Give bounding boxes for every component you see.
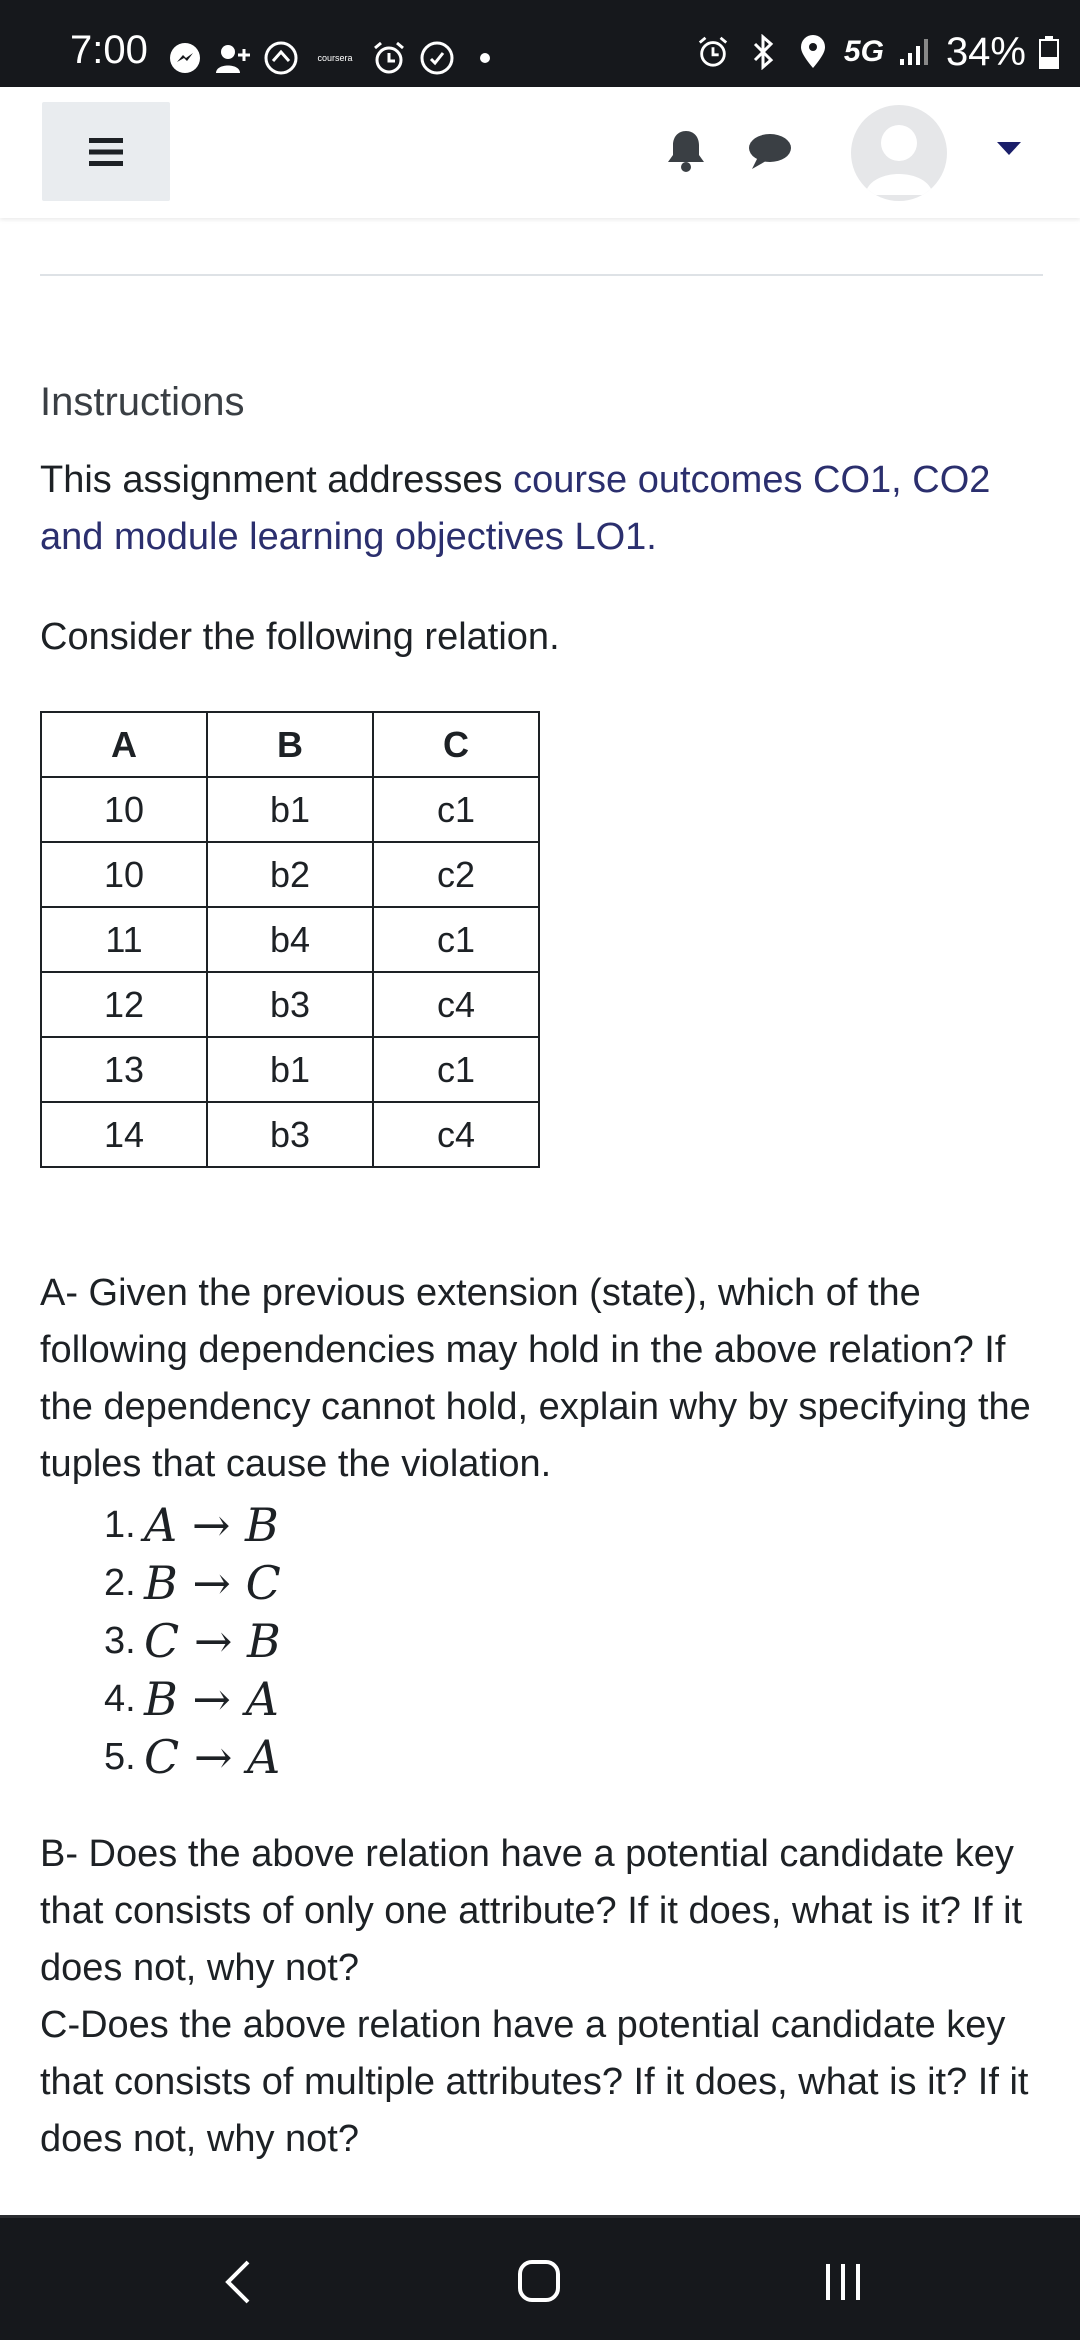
table-cell: b3 bbox=[207, 972, 373, 1037]
questions-bc bbox=[40, 1826, 1050, 2168]
table-cell: c1 bbox=[373, 1037, 539, 1102]
bell-icon[interactable] bbox=[664, 127, 708, 173]
home-button[interactable] bbox=[516, 2258, 562, 2304]
system-navigation-bar bbox=[0, 2215, 1080, 2340]
recent-apps-button[interactable] bbox=[822, 2260, 864, 2302]
table-cell: 14 bbox=[41, 1102, 207, 1167]
item-number: 4. bbox=[104, 1678, 136, 1720]
question-a: A- Given the previous extension (state), which of the following dependencies may hold in the above relation? If the dependency cannot hold, explain why by specifying the tuples that cause the violation. bbox=[40, 1272, 1031, 1485]
header-cell: C bbox=[373, 712, 539, 777]
table-row bbox=[41, 907, 539, 972]
intro-text: This assignment addresses bbox=[40, 459, 514, 501]
clock-icon bbox=[418, 39, 456, 77]
table-row bbox=[41, 972, 539, 1037]
table-cell: b2 bbox=[207, 842, 373, 907]
table-row bbox=[41, 1037, 539, 1102]
status-bar bbox=[0, 0, 1080, 87]
home-icon bbox=[516, 2258, 562, 2304]
item-number: 1. bbox=[104, 1504, 136, 1546]
add-contact-icon bbox=[214, 39, 252, 77]
avatar[interactable] bbox=[851, 105, 947, 201]
question-c: C-Does the above relation have a potential candidate key that consists of multiple attributes? If it does, what is it? If it does not, why not? bbox=[40, 2004, 1029, 2160]
alarm-icon bbox=[370, 39, 408, 77]
dot-icon bbox=[466, 39, 504, 77]
table-cell: b3 bbox=[207, 1102, 373, 1167]
battery-percent: 34% bbox=[945, 29, 1026, 74]
table-cell: b4 bbox=[207, 907, 373, 972]
relation-intro: Consider the following relation. bbox=[40, 616, 560, 658]
back-button[interactable] bbox=[222, 2258, 252, 2306]
divider bbox=[40, 274, 1043, 276]
arrow-up-circle-icon bbox=[262, 39, 300, 77]
dependency-expression: C → B bbox=[144, 1614, 281, 1668]
caret-down-icon[interactable] bbox=[997, 142, 1021, 156]
location-icon bbox=[794, 33, 832, 71]
dependency-expression: B → A bbox=[144, 1672, 279, 1726]
list-item bbox=[104, 1612, 281, 1670]
table-cell: 13 bbox=[41, 1037, 207, 1102]
table-cell: c1 bbox=[373, 777, 539, 842]
table-cell: 10 bbox=[41, 777, 207, 842]
dependency-expression: C → A bbox=[144, 1730, 281, 1784]
section-title: Instructions bbox=[40, 380, 245, 424]
list-item bbox=[104, 1554, 281, 1612]
table-cell: 11 bbox=[41, 907, 207, 972]
table-cell: c1 bbox=[373, 907, 539, 972]
dependency-expression: B → C bbox=[144, 1556, 281, 1610]
course-outcomes-link[interactable]: course outcomes CO1, CO2 and module learning objectives LO1. bbox=[40, 459, 991, 558]
intro-paragraph bbox=[40, 452, 1050, 566]
list-item bbox=[104, 1728, 281, 1786]
table-cell: 10 bbox=[41, 842, 207, 907]
network-type: 5G bbox=[843, 35, 884, 68]
alarm-status-icon bbox=[694, 33, 732, 71]
coursera-app-icon: coursera bbox=[317, 53, 353, 63]
table-cell: c4 bbox=[373, 1102, 539, 1167]
dependency-expression: A → B bbox=[144, 1498, 279, 1552]
signal-icon bbox=[896, 33, 934, 71]
table-cell: c2 bbox=[373, 842, 539, 907]
bluetooth-icon bbox=[744, 33, 782, 71]
table-header-row bbox=[41, 712, 539, 777]
table-cell: b1 bbox=[207, 777, 373, 842]
header-cell: A bbox=[41, 712, 207, 777]
table-row bbox=[41, 842, 539, 907]
header-cell: B bbox=[207, 712, 373, 777]
item-number: 3. bbox=[104, 1620, 136, 1662]
back-icon bbox=[222, 2258, 252, 2306]
hamburger-icon bbox=[89, 137, 123, 167]
table-cell: 12 bbox=[41, 972, 207, 1037]
list-item bbox=[104, 1496, 281, 1554]
notification-icons bbox=[166, 36, 504, 80]
recent-apps-icon bbox=[822, 2260, 864, 2302]
table-row bbox=[41, 1102, 539, 1167]
table-cell: c4 bbox=[373, 972, 539, 1037]
item-number: 2. bbox=[104, 1562, 136, 1604]
item-number: 5. bbox=[104, 1736, 136, 1778]
system-status bbox=[694, 30, 1060, 74]
status-time: 7:00 bbox=[70, 28, 148, 72]
table-row bbox=[41, 777, 539, 842]
question-b: B- Does the above relation have a potential candidate key that consists of only one attribute? If it does, what is it? If it does not, why not? bbox=[40, 1833, 1023, 1989]
messenger-icon bbox=[166, 39, 204, 77]
app-header bbox=[0, 87, 1080, 218]
battery-icon bbox=[1038, 33, 1060, 71]
chat-icon[interactable] bbox=[746, 131, 792, 171]
dependency-list bbox=[104, 1496, 281, 1786]
relation-table bbox=[40, 711, 540, 1168]
list-item bbox=[104, 1670, 281, 1728]
table-cell: b1 bbox=[207, 1037, 373, 1102]
menu-button[interactable] bbox=[42, 102, 170, 201]
